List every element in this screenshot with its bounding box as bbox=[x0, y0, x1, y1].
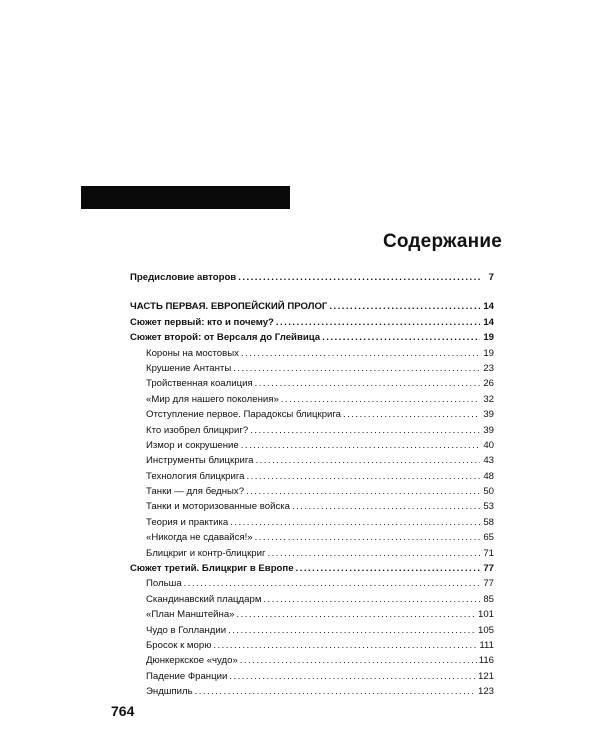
toc-leader-dots bbox=[241, 438, 480, 453]
toc-entry-page: 53 bbox=[483, 501, 494, 513]
toc-entry-page: 85 bbox=[483, 593, 494, 605]
toc-entry bbox=[130, 515, 494, 530]
toc-entry-title: Бросок к морю bbox=[146, 639, 212, 651]
toc-entry-page: 48 bbox=[483, 470, 494, 482]
toc-entry-page: 77 bbox=[483, 578, 494, 590]
toc-entry-page: 65 bbox=[483, 532, 494, 544]
toc-entry bbox=[130, 546, 494, 561]
table-of-contents bbox=[130, 270, 494, 700]
toc-entry-page: 32 bbox=[483, 393, 494, 405]
toc-entry-title: Дюнкеркское «чудо» bbox=[146, 655, 238, 667]
toc-entry-title: Сюжет первый: кто и почему? bbox=[130, 316, 274, 328]
toc-entry bbox=[130, 438, 494, 453]
toc-entry bbox=[130, 315, 494, 330]
toc-entry-title: Танки — для бедных? bbox=[146, 486, 245, 498]
toc-entry bbox=[130, 270, 494, 285]
toc-entry bbox=[130, 330, 494, 345]
toc-entry-page: 26 bbox=[483, 378, 494, 390]
toc-entry bbox=[130, 361, 494, 376]
toc-leader-dots bbox=[296, 561, 480, 576]
toc-entry-title: Блицкриг и контр-блицкриг bbox=[146, 547, 266, 559]
toc-entry-title: Измор и сокрушение bbox=[146, 439, 239, 451]
toc-entry-page: 77 bbox=[483, 563, 494, 575]
toc-entry-page: 19 bbox=[483, 332, 494, 344]
toc-leader-dots bbox=[213, 638, 477, 653]
toc-leader-dots bbox=[246, 469, 480, 484]
toc-entry bbox=[130, 423, 494, 438]
toc-entry bbox=[130, 407, 494, 422]
toc-entry-title: «План Манштейна» bbox=[146, 609, 235, 621]
toc-entry-title: Танки и моторизованные войска bbox=[146, 501, 291, 513]
toc-entry-title: Технология блицкрига bbox=[146, 470, 245, 482]
toc-leader-dots bbox=[229, 669, 476, 684]
toc-leader-dots bbox=[281, 392, 480, 407]
page-title: Содержание bbox=[382, 231, 502, 252]
toc-entry-title: ЧАСТЬ ПЕРВАЯ. ЕВРОПЕЙСКИЙ ПРОЛОГ bbox=[130, 301, 328, 313]
toc-entry-title: Предисловие авторов bbox=[130, 272, 237, 283]
toc-entry-title: Сюжет второй: от Версаля до Глейвица bbox=[130, 332, 321, 344]
toc-entry-title: Отступление первое. Парадоксы блицкрига bbox=[146, 409, 342, 421]
toc-entry-page: 14 bbox=[483, 316, 494, 328]
toc-leader-dots bbox=[228, 623, 476, 638]
toc-entry-page: 19 bbox=[483, 347, 494, 359]
toc-entry-page: 123 bbox=[477, 686, 494, 698]
toc-entry-title: Польша bbox=[146, 578, 182, 590]
toc-leader-dots bbox=[292, 499, 480, 514]
toc-entry bbox=[130, 299, 494, 314]
toc-entry-page: 7 bbox=[488, 272, 494, 283]
toc-entry-title: Короны на мостовых bbox=[146, 347, 239, 359]
toc-entry bbox=[130, 499, 494, 514]
page-number: 764 bbox=[111, 703, 135, 719]
toc-entry-page: 121 bbox=[477, 670, 494, 682]
toc-entry bbox=[130, 653, 494, 668]
toc-entry-title: Эндшпиль bbox=[146, 686, 193, 698]
toc-entry bbox=[130, 592, 494, 607]
toc-leader-dots bbox=[343, 407, 480, 422]
toc-entry-page: 14 bbox=[483, 301, 494, 313]
toc-leader-dots bbox=[263, 592, 480, 607]
toc-entry bbox=[130, 607, 494, 622]
toc-leader-dots bbox=[268, 546, 481, 561]
toc-entry-title: Скандинавский плацдарм bbox=[146, 593, 262, 605]
toc-leader-dots bbox=[230, 515, 480, 530]
toc-entry-page: 50 bbox=[483, 486, 494, 498]
toc-leader-dots bbox=[256, 453, 480, 468]
toc-entry bbox=[130, 530, 494, 545]
toc-leader-dots bbox=[233, 361, 480, 376]
toc-entry bbox=[130, 576, 494, 591]
toc-entry bbox=[130, 346, 494, 361]
toc-entry-title: Падение Франции bbox=[146, 670, 228, 682]
toc-entry-title: Теория и практика bbox=[146, 516, 229, 528]
toc-entry-page: 39 bbox=[483, 409, 494, 421]
toc-leader-dots bbox=[240, 653, 477, 668]
toc-leader-dots bbox=[184, 576, 480, 591]
toc-leader-dots bbox=[322, 330, 480, 345]
toc-entry bbox=[130, 453, 494, 468]
toc-entry bbox=[130, 376, 494, 391]
toc-leader-dots bbox=[237, 607, 476, 622]
toc-entry-title: Инструменты блицкрига bbox=[146, 455, 254, 467]
toc-leader-dots bbox=[238, 270, 480, 285]
toc-entry-title: «Никогда не сдавайся!» bbox=[146, 532, 253, 544]
toc-entry bbox=[130, 484, 494, 499]
toc-entry bbox=[130, 469, 494, 484]
toc-entry-page: 101 bbox=[477, 609, 494, 621]
toc-entry-title: Кто изобрел блицкриг? bbox=[146, 424, 249, 436]
toc-entry-page: 111 bbox=[479, 639, 494, 651]
toc-entry bbox=[130, 392, 494, 407]
toc-entry-page: 71 bbox=[483, 547, 494, 559]
toc-entry-page: 105 bbox=[477, 624, 494, 636]
toc-entry bbox=[130, 669, 494, 684]
toc-entry-title: Тройственная коалиция bbox=[146, 378, 253, 390]
toc-leader-dots bbox=[195, 684, 476, 699]
toc-entry bbox=[130, 684, 494, 699]
toc-leader-dots bbox=[255, 530, 480, 545]
toc-leader-dots bbox=[276, 315, 480, 330]
toc-entry-title: Сюжет третий. Блицкриг в Европе bbox=[130, 563, 294, 575]
header-black-bar bbox=[81, 186, 290, 209]
toc-entry bbox=[130, 638, 494, 653]
toc-entry-page: 40 bbox=[483, 439, 494, 451]
toc-entry-page: 23 bbox=[483, 362, 494, 374]
toc-entry bbox=[130, 623, 494, 638]
toc-leader-dots bbox=[241, 346, 480, 361]
toc-entry-title: Крушение Антанты bbox=[146, 362, 232, 374]
toc-leader-dots bbox=[329, 299, 480, 314]
toc-entry-title: Чудо в Голландии bbox=[146, 624, 227, 636]
toc-entry-page: 39 bbox=[483, 424, 494, 436]
toc-entry-page: 116 bbox=[478, 655, 494, 667]
toc-leader-dots bbox=[255, 376, 480, 391]
toc-leader-dots bbox=[246, 484, 480, 499]
toc-entry-page: 58 bbox=[483, 516, 494, 528]
toc-entry-title: «Мир для нашего поколения» bbox=[146, 393, 279, 405]
toc-entry bbox=[130, 561, 494, 576]
toc-leader-dots bbox=[250, 423, 480, 438]
toc-entry-page: 43 bbox=[483, 455, 494, 467]
